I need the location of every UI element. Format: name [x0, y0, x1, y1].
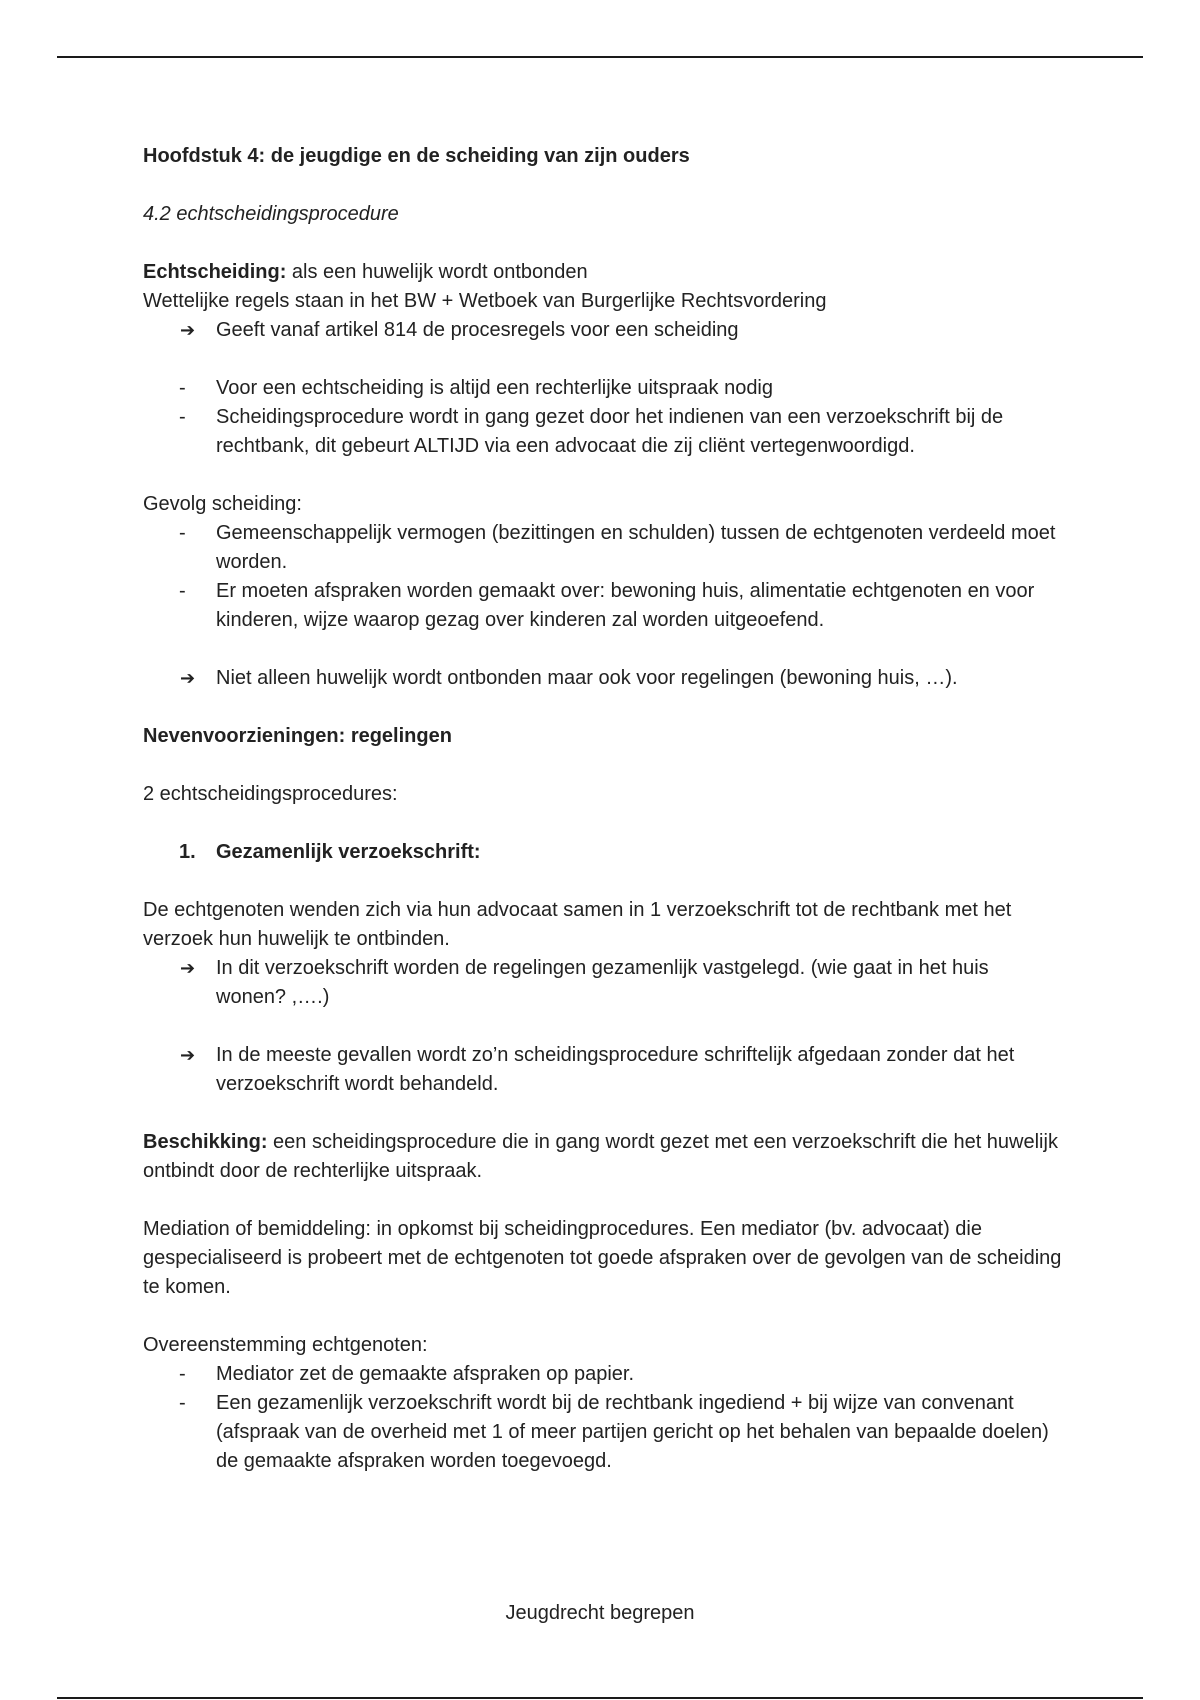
arrow-icon: ➔	[180, 958, 196, 978]
footer-rule	[57, 1697, 1143, 1699]
chapter-heading: Hoofdstuk 4: de jeugdige en de scheiding van zijn ouders	[143, 145, 690, 167]
gevolg-title: Gevolg scheiding:	[143, 493, 302, 515]
arrow-icon: ➔	[180, 668, 196, 688]
dash-bullet: -	[179, 1363, 186, 1385]
dash-item: - Scheidingsprocedure wordt in gang gezet door het indienen van een verzoekschrift bij de rechtbank, dit gebeurt ALTIJD via een advocaat die zij cliënt vertegenwoordigd.	[143, 403, 1063, 461]
dash-bullet: -	[179, 406, 186, 428]
document-body	[143, 142, 1063, 1476]
list-number: 1.	[179, 841, 196, 863]
dash-item: - Gemeenschappelijk vermogen (bezittingen en schulden) tussen de echtgenoten verdeeld moet worden.	[143, 519, 1063, 577]
arrow-item: ➔ Geeft vanaf artikel 814 de procesregels voor een scheiding	[143, 316, 1063, 345]
header-rule	[57, 56, 1143, 58]
arrow-item: ➔ In de meeste gevallen wordt zo’n scheidingsprocedure schriftelijk afgedaan zonder dat het verzoekschrift wordt behandeld.	[143, 1041, 1063, 1099]
procedures-intro: 2 echtscheidingsprocedures:	[143, 783, 398, 805]
dash-item: - Mediator zet de gemaakte afspraken op papier.	[143, 1360, 1063, 1389]
dash-item: - Voor een echtscheiding is altijd een rechterlijke uitspraak nodig	[143, 374, 1063, 403]
section-subheading: 4.2 echtscheidingsprocedure	[143, 203, 399, 225]
term-beschikking: Beschikking:	[143, 1131, 268, 1153]
arrow-item: ➔ In dit verzoekschrift worden de regelingen gezamenlijk vastgelegd. (wie gaat in het huis wonen? ,….)	[143, 954, 1063, 1012]
overeenstemming-title: Overeenstemming echtgenoten:	[143, 1334, 428, 1356]
dash-bullet: -	[179, 580, 186, 602]
dash-bullet: -	[179, 1392, 186, 1414]
mediation-paragraph: Mediation of bemiddeling: in opkomst bij scheidingprocedures. Een mediator (bv. advocaat) die gespecialiseerd is probeert met de echtgenoten tot goede afspraken over de gevolgen van de scheiding te komen.	[143, 1218, 1062, 1298]
nevenvoorzieningen-heading: Nevenvoorzieningen: regelingen	[143, 725, 452, 747]
numbered-heading: 1. Gezamenlijk verzoekschrift:	[143, 838, 1063, 867]
page-footer: Jeugdrecht begrepen	[505, 1602, 695, 1624]
arrow-icon: ➔	[180, 320, 196, 340]
dash-item: - Een gezamenlijk verzoekschrift wordt bij de rechtbank ingediend + bij wijze van convenant (afspraak van de overheid met 1 of meer partijen gericht op het behalen van bepaalde doelen) de gemaakte afspraken worden toegevoegd.	[143, 1389, 1063, 1476]
arrow-item: ➔ Niet alleen huwelijk wordt ontbonden maar ook voor regelingen (bewoning huis, …).	[143, 664, 1063, 693]
beschikking-definition: Beschikking: een scheidingsprocedure die in gang wordt gezet met een verzoekschrift die het huwelijk ontbindt door de rechterlijke uitspraak.	[143, 1131, 1058, 1182]
echtscheiding-definition: Echtscheiding: als een huwelijk wordt ontbonden	[143, 261, 588, 283]
arrow-icon: ➔	[180, 1045, 196, 1065]
legal-rules-line: Wettelijke regels staan in het BW + Wetboek van Burgerlijke Rechtsvordering	[143, 290, 827, 312]
dash-bullet: -	[179, 522, 186, 544]
gezamenlijk-text: De echtgenoten wenden zich via hun advocaat samen in 1 verzoekschrift tot de rechtbank met het verzoek hun huwelijk te ontbinden.	[143, 899, 1012, 950]
term-echtscheiding: Echtscheiding:	[143, 261, 287, 283]
dash-item: - Er moeten afspraken worden gemaakt over: bewoning huis, alimentatie echtgenoten en voor kinderen, wijze waarop gezag over kinderen zal worden uitgeoefend.	[143, 577, 1063, 635]
dash-bullet: -	[179, 377, 186, 399]
